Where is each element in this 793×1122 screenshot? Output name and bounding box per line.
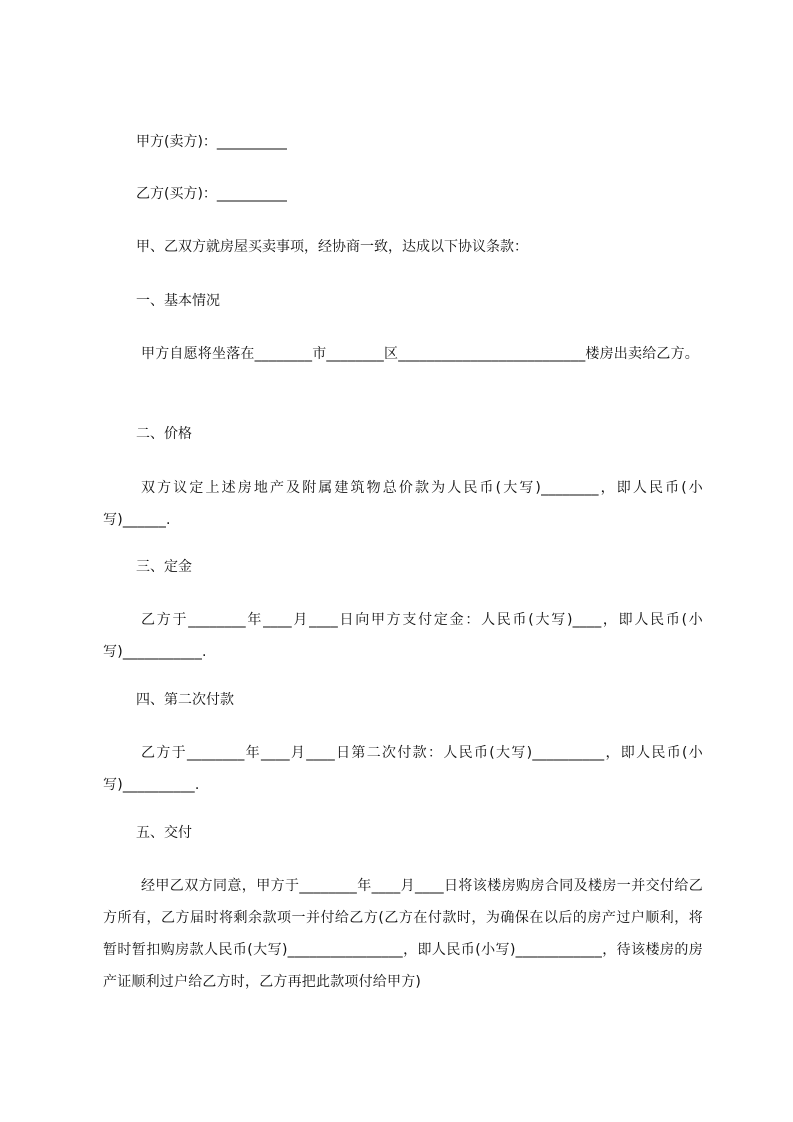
- section-heading-delivery: 五、交付: [136, 825, 192, 841]
- section-body-deposit: 乙方于________年____月____日向甲方支付定金：人民币(大写)____，即人民币(小写)___________.: [103, 612, 703, 660]
- party-b-line: 乙方(买方)：__________: [136, 186, 287, 202]
- section-heading-deposit: 三、定金: [136, 559, 192, 575]
- section-heading-basic: 一、基本情况: [136, 293, 220, 309]
- intro-text: 甲、乙双方就房屋买卖事项，经协商一致，达成以下协议条款：: [136, 239, 528, 255]
- section-body-delivery: 经甲乙双方同意，甲方于________年____月____日将该楼房购房合同及楼房一并交付给乙方所有，乙方届时将剩余款项一并付给乙方(乙方在付款时，为确保在以后的房产过户顺利，将暂时暂扣购房款人民币(大写)________________，即人民币(小写)____________，待该楼房的房产证顺利过户给乙方时，乙方再把此款项付给甲方): [103, 878, 703, 990]
- section-body-price: 双方议定上述房地产及附属建筑物总价款为人民币(大写)________，即人民币(小写)______.: [103, 480, 703, 528]
- section-body-second-payment: 乙方于________年____月____日第二次付款：人民币(大写)__________，即人民币(小写)__________.: [103, 745, 703, 793]
- section-heading-price: 二、价格: [136, 426, 192, 442]
- party-a-line: 甲方(卖方)：__________: [136, 134, 287, 150]
- section-body-basic: 甲方自愿将坐落在________市________区__________________________楼房出卖给乙方。: [141, 346, 699, 362]
- section-heading-second-payment: 四、第二次付款: [136, 692, 234, 708]
